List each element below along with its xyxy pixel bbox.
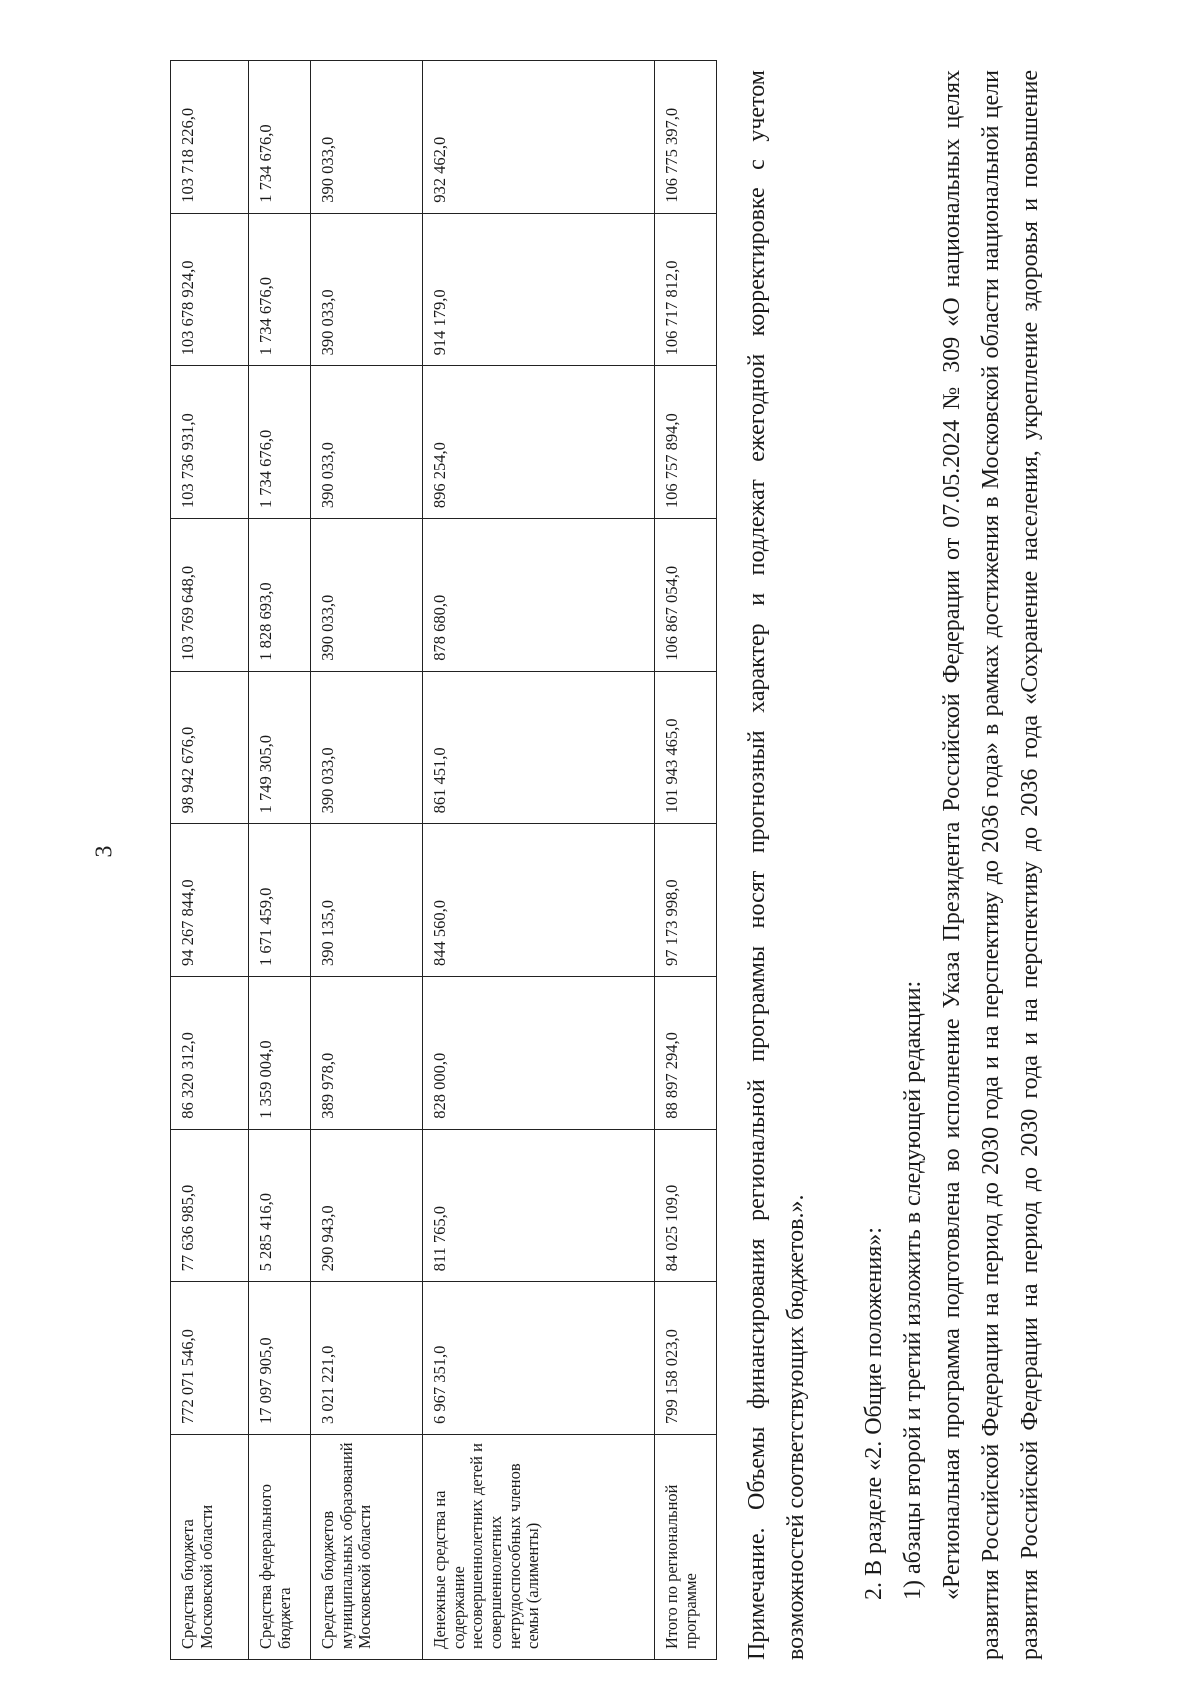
table-cell: 390 033,0: [311, 213, 423, 366]
table-cell: 3 021 221,0: [311, 1282, 423, 1435]
program-paragraph: «Региональная программа подготовлена во исполнение Указа Президента Российской Федерации от 07.05.2024 № 309 «О национальных целях развития Российской Федерации на период до 2030 года и на перспективу до 2036 года» в рамках достижения в Московской области национальной цели развития Российской Федерации на период до 2030 года и на перспективу до 2036 года «Сохранение населения, укрепление здоровья и повышение: [939, 70, 1043, 1660]
table-cell: 932 462,0: [423, 61, 655, 214]
table-cell: 98 942 676,0: [171, 671, 249, 824]
table-cell: 103 678 924,0: [171, 213, 249, 366]
table-cell: 390 033,0: [311, 61, 423, 214]
table-cell: 17 097 905,0: [249, 1282, 311, 1435]
table-cell: 1 671 459,0: [249, 824, 311, 977]
row-label: Средства бюджета Московской области: [171, 1435, 249, 1660]
table-cell: 390 135,0: [311, 824, 423, 977]
table-cell: 878 680,0: [423, 519, 655, 672]
page-number: 3: [91, 845, 118, 858]
table-cell: 103 718 226,0: [171, 61, 249, 214]
table-cell: 1 734 676,0: [249, 61, 311, 214]
table-cell: 1 749 305,0: [249, 671, 311, 824]
table-cell: 101 943 465,0: [655, 671, 717, 824]
text-block: [738, 70, 1050, 1660]
table-cell: 5 285 416,0: [249, 1129, 311, 1282]
financing-table-body: [171, 61, 717, 1660]
table-cell: 106 757 894,0: [655, 366, 717, 519]
table-cell: 84 025 109,0: [655, 1129, 717, 1282]
table-cell: 1 734 676,0: [249, 213, 311, 366]
table-cell: 861 451,0: [423, 671, 655, 824]
table-row: [655, 61, 717, 1660]
table-cell: 914 179,0: [423, 213, 655, 366]
table-row: [171, 61, 249, 1660]
table-cell: 86 320 312,0: [171, 977, 249, 1130]
table-row: [423, 61, 655, 1660]
amendment-item: 1) абзацы второй и третий изложить в следующей редакции:: [900, 980, 926, 1600]
table-cell: 88 897 294,0: [655, 977, 717, 1130]
row-label: Средства бюджетов муниципальных образований Московской области: [311, 1435, 423, 1660]
table-row: [249, 61, 311, 1660]
table-cell: 290 943,0: [311, 1129, 423, 1282]
rotated-content: [170, 60, 1120, 1660]
table-cell: 77 636 985,0: [171, 1129, 249, 1282]
table-cell: 103 736 931,0: [171, 366, 249, 519]
table-cell: 97 173 998,0: [655, 824, 717, 977]
table-cell: 94 267 844,0: [171, 824, 249, 977]
table-cell: 811 765,0: [423, 1129, 655, 1282]
row-label: Денежные средства на содержание несовершеннолетних детей и совершеннолетних нетрудоспособных членов семьи (алименты): [423, 1435, 655, 1660]
table-cell: 106 867 054,0: [655, 519, 717, 672]
table-note: Примечание. Объемы финансирования региональной программы носят прогнозный характер и подлежат ежегодной корректировке с учетом возможностей соответствующих бюджетов.».: [744, 70, 809, 1660]
table-cell: 390 033,0: [311, 519, 423, 672]
section-heading: 2. В разделе «2. Общие положения»:: [861, 1227, 887, 1600]
table-cell: 390 033,0: [311, 366, 423, 519]
table-cell: 106 717 812,0: [655, 213, 717, 366]
table-cell: 390 033,0: [311, 671, 423, 824]
table-cell: 1 359 004,0: [249, 977, 311, 1130]
table-cell: 389 978,0: [311, 977, 423, 1130]
table-cell: 6 967 351,0: [423, 1282, 655, 1435]
financing-table: [170, 60, 717, 1660]
table-cell: 799 158 023,0: [655, 1282, 717, 1435]
table-cell: 772 071 546,0: [171, 1282, 249, 1435]
table-cell: 828 000,0: [423, 977, 655, 1130]
table-row: [311, 61, 423, 1660]
table-cell: 103 769 648,0: [171, 519, 249, 672]
table-cell: 896 254,0: [423, 366, 655, 519]
row-label: Итого по региональной программе: [655, 1435, 717, 1660]
table-cell: 844 560,0: [423, 824, 655, 977]
row-label: Средства федерального бюджета: [249, 1435, 311, 1660]
table-cell: 1 734 676,0: [249, 366, 311, 519]
table-cell: 106 775 397,0: [655, 61, 717, 214]
table-cell: 1 828 693,0: [249, 519, 311, 672]
